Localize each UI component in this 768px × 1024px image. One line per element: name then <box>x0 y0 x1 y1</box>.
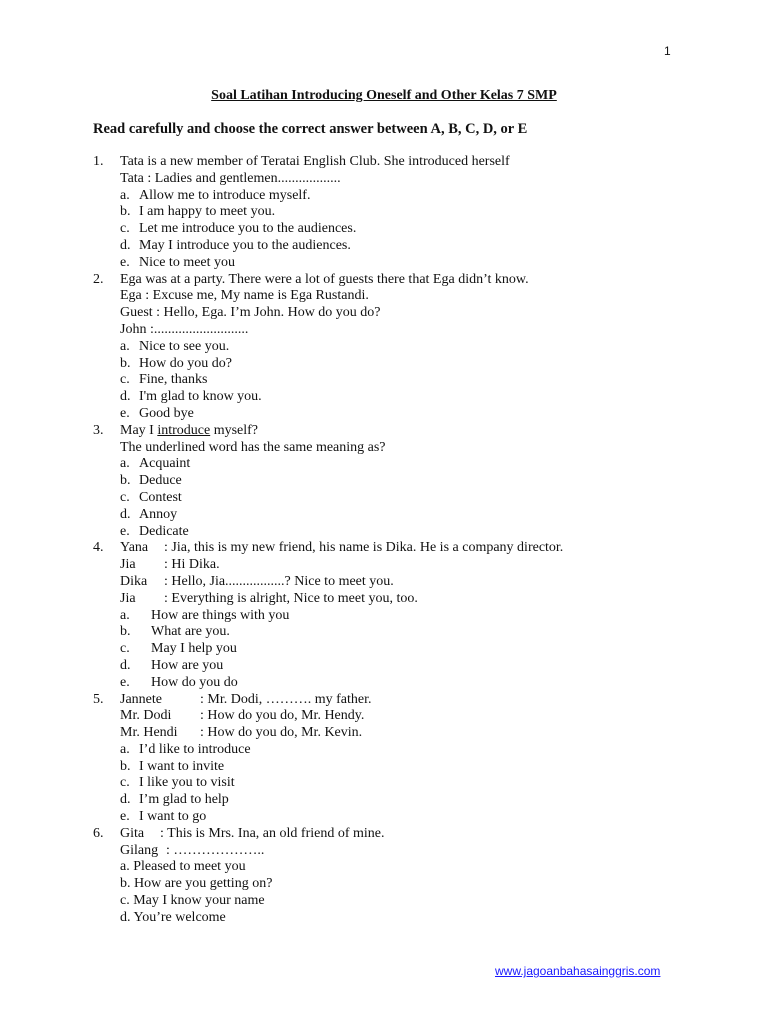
question-5 <box>0 692 768 826</box>
option-item: b. I want to invite <box>120 758 225 774</box>
dialogue-speaker: Gita <box>120 825 145 841</box>
option-item: d. Annoy <box>120 506 178 522</box>
question-6 <box>0 826 768 927</box>
question-text: May I introduce myself? <box>120 422 259 438</box>
dialogue-line: : Mr. Dodi, ………. my father. <box>200 691 372 707</box>
dialogue-speaker: Mr. Hendi <box>120 725 178 741</box>
option-item: b. How do you do? <box>120 355 232 371</box>
dialogue-line: : This is Mrs. Ina, an old friend of mine. <box>160 825 385 841</box>
page-number: 1 <box>664 44 671 58</box>
footer-website-link[interactable]: www.jagoanbahasainggris.com <box>495 964 661 978</box>
dialogue-speaker: Jannete <box>120 691 162 707</box>
instruction-text: Read carefully and choose the correct answer between A, B, C, D, or E <box>93 121 528 137</box>
question-number: 6. <box>93 825 104 841</box>
question-3 <box>0 423 768 541</box>
dialogue-speaker: Mr. Dodi <box>120 708 172 724</box>
dialogue-speaker: Jia <box>120 557 136 573</box>
option-item: c. I like you to visit <box>120 775 235 791</box>
option-item: d. You’re welcome <box>120 909 226 925</box>
option-item: c. Fine, thanks <box>120 372 208 388</box>
question-dialogue-line: Ega : Excuse me, My name is Ega Rustandi. <box>120 288 369 304</box>
option-item: e. How do you do <box>120 674 238 690</box>
underlined-word: introduce <box>157 422 211 438</box>
question-dialogue-line: Tata : Ladies and gentlemen.................. <box>120 170 341 186</box>
option-item: e. Good bye <box>120 405 194 421</box>
document-title: Soal Latihan Introducing Oneself and Other Kelas 7 SMP <box>211 88 557 103</box>
option-item: a. Nice to see you. <box>120 338 230 354</box>
question-number: 2. <box>93 271 104 287</box>
option-item: c. Let me introduce you to the audiences. <box>120 221 357 237</box>
option-item: e. Nice to meet you <box>120 254 236 270</box>
dialogue-speaker: Jia <box>120 590 136 606</box>
dialogue-line: : How do you do, Mr. Hendy. <box>200 708 365 724</box>
question-text: Tata is a new member of Teratai English Club. She introduced herself <box>120 154 510 169</box>
option-item: a. Acquaint <box>120 456 191 472</box>
question-list <box>0 154 768 927</box>
question-number: 1. <box>93 154 104 169</box>
option-item: b. How are you getting on? <box>120 876 273 892</box>
dialogue-line: : Hello, Jia.................? Nice to meet you. <box>164 573 394 589</box>
option-item: e. I want to go <box>120 809 207 825</box>
option-item: c. May I know your name <box>120 893 265 909</box>
option-item: d. I'm glad to know you. <box>120 389 262 405</box>
option-item: d. May I introduce you to the audiences. <box>120 237 351 253</box>
question-dialogue-line: Guest : Hello, Ega. I’m John. How do you do? <box>120 305 381 321</box>
option-item: b. I am happy to meet you. <box>120 204 276 220</box>
dialogue-speaker: Yana <box>120 540 149 556</box>
question-1 <box>0 154 768 272</box>
question-dialogue-line: John :........................... <box>120 321 249 337</box>
question-text: The underlined word has the same meaning as? <box>120 439 386 455</box>
option-item: c. May I help you <box>120 641 237 657</box>
option-item: e. Dedicate <box>120 523 189 539</box>
question-number: 5. <box>93 691 104 707</box>
dialogue-line: : Jia, this is my new friend, his name is Dika. He is a company director. <box>164 540 564 556</box>
option-item: d. How are you <box>120 657 224 673</box>
option-item: a. How are things with you <box>120 607 290 623</box>
question-2 <box>0 272 768 423</box>
option-item: c. Contest <box>120 489 182 505</box>
question-number: 3. <box>93 422 104 438</box>
question-number: 4. <box>93 540 104 556</box>
option-item: d. I’m glad to help <box>120 792 229 808</box>
option-item: b. What are you. <box>120 624 230 640</box>
dialogue-line: : Hi Dika. <box>164 557 220 573</box>
option-item: a. I’d like to introduce <box>120 741 251 757</box>
dialogue-speaker: Dika <box>120 573 148 589</box>
dialogue-speaker: Gilang <box>120 842 159 858</box>
option-item: a. Allow me to introduce myself. <box>120 187 311 203</box>
option-item: a. Pleased to meet you <box>120 859 246 875</box>
dialogue-line: : ……………….. <box>166 842 265 858</box>
option-item: b. Deduce <box>120 473 182 489</box>
dialogue-line: : How do you do, Mr. Kevin. <box>200 725 363 741</box>
dialogue-line: : Everything is alright, Nice to meet you, too. <box>164 590 418 606</box>
question-text: Ega was at a party. There were a lot of guests there that Ega didn’t know. <box>120 271 529 287</box>
question-4 <box>0 540 768 691</box>
